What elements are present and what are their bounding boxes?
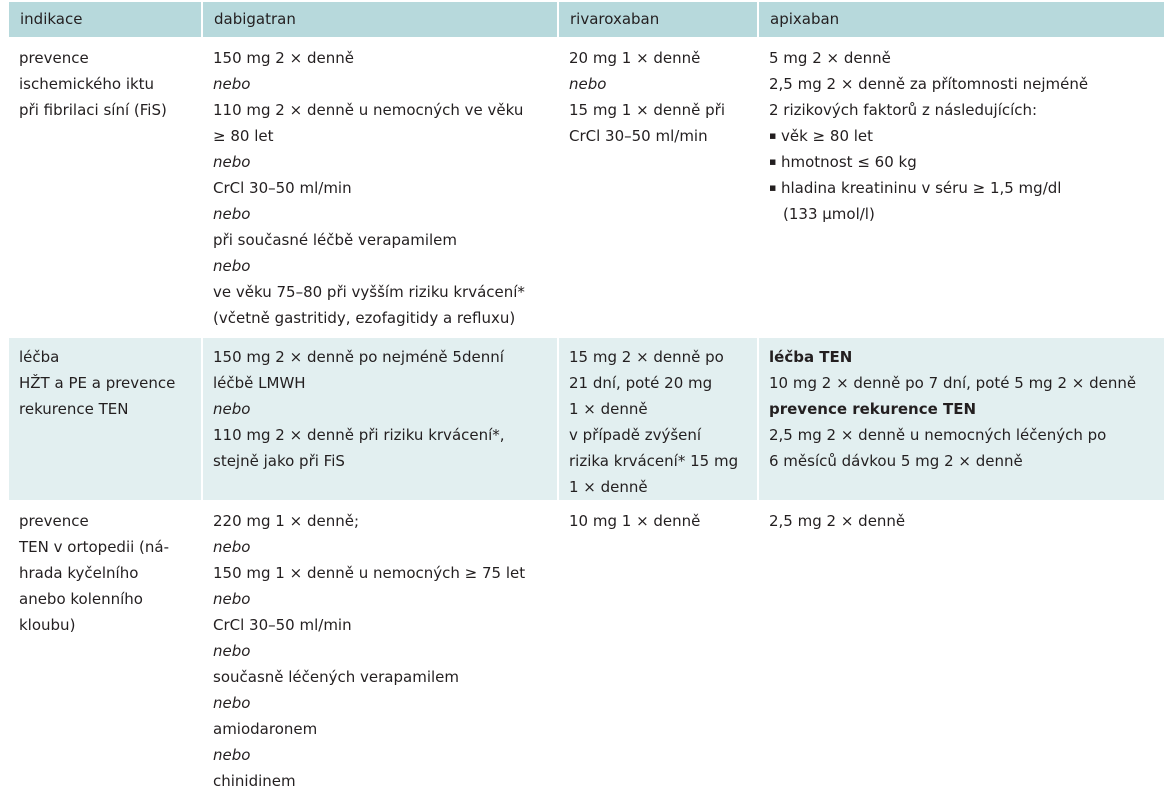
- cell-line: 150 mg 2 × denně: [213, 49, 354, 67]
- cell-indication: [9, 337, 202, 501]
- cell-indication: [9, 38, 202, 337]
- cell-line: nebo: [569, 75, 607, 93]
- cell-line: (včetně gastritidy, ezofagitidy a refluxu): [213, 309, 516, 327]
- cell-line: 21 dní, poté 20 mg: [569, 374, 713, 392]
- cell-line: nebo: [213, 400, 251, 418]
- cell-line: 2,5 mg 2 × denně u nemocných léčených po: [769, 426, 1107, 444]
- cell-line: anebo kolenního: [19, 590, 143, 608]
- cell-line: 110 mg 2 × denně při riziku krvácení*,: [213, 426, 505, 444]
- cell-line: nebo: [213, 590, 251, 608]
- cell-line: léčba: [19, 348, 60, 366]
- cell-line: léčbě LMWH: [213, 374, 306, 392]
- cell-line: 150 mg 2 × denně po nejméně 5denní: [213, 348, 504, 366]
- cell-line: 220 mg 1 × denně;: [213, 512, 359, 530]
- cell-indication: [9, 501, 202, 799]
- cell-line: CrCl 30–50 ml/min: [213, 616, 352, 634]
- cell-line: prevence rekurence TEN: [769, 400, 977, 418]
- cell-line: ve věku 75–80 při vyšším riziku krvácení*: [213, 283, 525, 301]
- cell-line: chinidinem: [213, 772, 296, 790]
- cell-line: nebo: [213, 694, 251, 712]
- cell-line: současně léčených verapamilem: [213, 668, 459, 686]
- cell-line: ischemického iktu: [19, 75, 155, 93]
- cell-line: nebo: [213, 205, 251, 223]
- header-rivaroxaban: rivaroxaban: [558, 2, 758, 38]
- cell-rivaroxaban: [558, 501, 758, 799]
- cell-line: prevence: [19, 512, 89, 530]
- cell-line: (133 µmol/l): [783, 205, 875, 223]
- cell-dabigatran: [202, 38, 558, 337]
- cell-line: léčba TEN: [769, 348, 853, 366]
- table-row: [9, 38, 1164, 337]
- cell-rivaroxaban: [558, 337, 758, 501]
- cell-line: rekurence TEN: [19, 400, 129, 418]
- cell-line: nebo: [213, 153, 251, 171]
- header-apixaban: apixaban: [758, 2, 1164, 38]
- cell-line: kloubu): [19, 616, 76, 634]
- cell-line: 2 rizikových faktorů z následujících:: [769, 101, 1038, 119]
- cell-line: v případě zvýšení: [569, 426, 702, 444]
- cell-line: 1 × denně: [569, 400, 648, 418]
- cell-line: 2,5 mg 2 × denně: [769, 512, 906, 530]
- cell-line: nebo: [213, 538, 251, 556]
- cell-line: nebo: [213, 642, 251, 660]
- cell-line: CrCl 30–50 ml/min: [569, 127, 708, 145]
- cell-dabigatran: [202, 501, 558, 799]
- table-row: [9, 337, 1164, 501]
- table-row: [9, 501, 1164, 799]
- cell-rivaroxaban: [558, 38, 758, 337]
- cell-line: 6 měsíců dávkou 5 mg 2 × denně: [769, 452, 1023, 470]
- cell-apixaban: [758, 501, 1164, 799]
- cell-line: prevence: [19, 49, 89, 67]
- cell-line: nebo: [213, 746, 251, 764]
- cell-line: 1 × denně: [569, 478, 648, 496]
- cell-line: 20 mg 1 × denně: [569, 49, 701, 67]
- cell-line: 110 mg 2 × denně u nemocných ve věku: [213, 101, 524, 119]
- cell-line: nebo: [213, 257, 251, 275]
- cell-line: 10 mg 1 × denně: [569, 512, 701, 530]
- cell-line: 15 mg 1 × denně při: [569, 101, 726, 119]
- table-header-row: [9, 2, 1164, 38]
- cell-line: při současné léčbě verapamilem: [213, 231, 458, 249]
- cell-line: TEN v ortopedii (ná-: [19, 538, 170, 556]
- cell-line: rizika krvácení* 15 mg: [569, 452, 739, 470]
- cell-line: 10 mg 2 × denně po 7 dní, poté 5 mg 2 × denně: [769, 374, 1137, 392]
- cell-line: při fibrilaci síní (FiS): [19, 101, 167, 119]
- cell-apixaban: [758, 38, 1164, 337]
- cell-dabigatran: [202, 337, 558, 501]
- cell-line: 150 mg 1 × denně u nemocných ≥ 75 let: [213, 564, 526, 582]
- bullet-item: ▪ věk ≥ 80 let: [769, 123, 1154, 149]
- cell-line: 2,5 mg 2 × denně za přítomnosti nejméně: [769, 75, 1089, 93]
- cell-line: amiodaronem: [213, 720, 318, 738]
- cell-line: stejně jako při FiS: [213, 452, 345, 470]
- bullet-item: ▪ hladina kreatininu v séru ≥ 1,5 mg/dl: [769, 175, 1154, 201]
- cell-line: nebo: [213, 75, 251, 93]
- dosage-table: [9, 2, 1164, 799]
- header-indication: indikace: [9, 2, 202, 38]
- cell-line: 15 mg 2 × denně po: [569, 348, 724, 366]
- cell-apixaban: [758, 337, 1164, 501]
- header-dabigatran: dabigatran: [202, 2, 558, 38]
- cell-line: HŽT a PE a prevence: [19, 374, 176, 392]
- cell-line: 5 mg 2 × denně: [769, 49, 891, 67]
- cell-line: ≥ 80 let: [213, 127, 274, 145]
- bullet-item: ▪ hmotnost ≤ 60 kg: [769, 149, 1154, 175]
- cell-line: hrada kyčelního: [19, 564, 139, 582]
- cell-line: CrCl 30–50 ml/min: [213, 179, 352, 197]
